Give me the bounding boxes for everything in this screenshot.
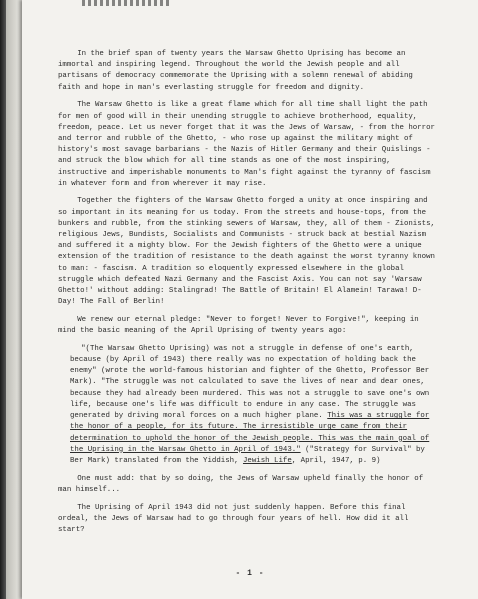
quote-citation: ("Strategy for Survival" by Ber Mark) translated from the Yiddish, [70, 445, 425, 465]
document-body [58, 49, 438, 543]
quote-date: , April, 1947, p. 9) [291, 456, 381, 465]
quote-underlined-text: This was a struggle for the honor of a people, for its future. The irresistible urge came from their determination to uphold the honor of the Jewish people. This was the main goal of the Uprising in the Warsaw Ghetto in April of 1943." [70, 412, 430, 454]
paragraph-unity: Together the fighters of the Warsaw Ghetto forged a unity at once inspiring and so important in its meaning for us today. From the streets and house-tops, from the bunkers and rubble, from the stinking sewers of Warsaw, they, all of them - Zionists, religious Jews, Bundists, Socialists and Communists - struck back at bestial Nazism and suffered it a mighty blow. For the Jewish fighters of the Ghetto were a unique extension of the tradition of resistance to the death against the worst tyranny known to man: - fascism. A tradition so eloquently expressed elsewhere in the global struggle which defeated Nazi Germany and the Fascist Axis. You can not say 'Warsaw Ghetto!' without adding: Stalingrad! The Battle of Britain! El Alamein! Tarawa! D-Day! The Fall of Berlin! [58, 197, 435, 307]
paragraph-after-quote: One must add: that by so doing, the Jews of Warsaw upheld finally the honor of man himself... [58, 474, 424, 494]
block-quote [70, 344, 438, 467]
paragraph-closing: The Uprising of April 1943 did not just suddenly happen. Before this final ordeal, the Jews of Warsaw had to go through four years of hell. How did it all start? [58, 503, 409, 534]
page-number: - 1 - [235, 569, 265, 578]
paragraph-pledge: We renew our eternal pledge: "Never to forget! Never to Forgive!", keeping in mind the basic meaning of the April Uprising of twenty years ago: [58, 315, 419, 336]
paragraph-intro: In the brief span of twenty years the Warsaw Ghetto Uprising has become an immortal and inspiring legend. Throughout the world the Jewish people and all partisans of democracy commemorate the Uprising with a solemn renewal of abiding faith and hope in man's everlasting struggle for freedom and dignity. [58, 50, 413, 92]
torn-header-mark [82, 0, 172, 6]
quote-text: "(The Warsaw Ghetto Uprising) was not a struggle in defense of one's earth, because (by April of 1943) there really was no expectation of holding back the enemy" (wrote the world-famous historian and fighter of the Ghetto, Professor Ber Mark). "The struggle was not calculated to save the lives of near and dear ones, because they had already been murdered. This was not a struggle to save one's own life, because one's life was difficult to endure in any case. The struggle was generated by driving moral forces on a much higher plane. [70, 344, 430, 421]
quote-source-title: Jewish Life [242, 456, 292, 465]
document-page [22, 0, 478, 599]
paragraph-flame: The Warsaw Ghetto is like a great flame which for all time shall light the path for men of good will in their unending struggle to achieve brotherhood, equality, freedom, peace. Let us never forget that it was the Jews of Warsaw, - from the horror and terror and rubble of the Ghetto, - who rose up against the military might of history's most savage barbarians - the Nazis of Hitler Germany and their Quislings - and struck the blow which for all time stands as one of the most inspiring, instructive and imperishable monuments to Man's fight against the tyranny of fascism in whatever form and from wherever it may rise. [58, 101, 435, 188]
